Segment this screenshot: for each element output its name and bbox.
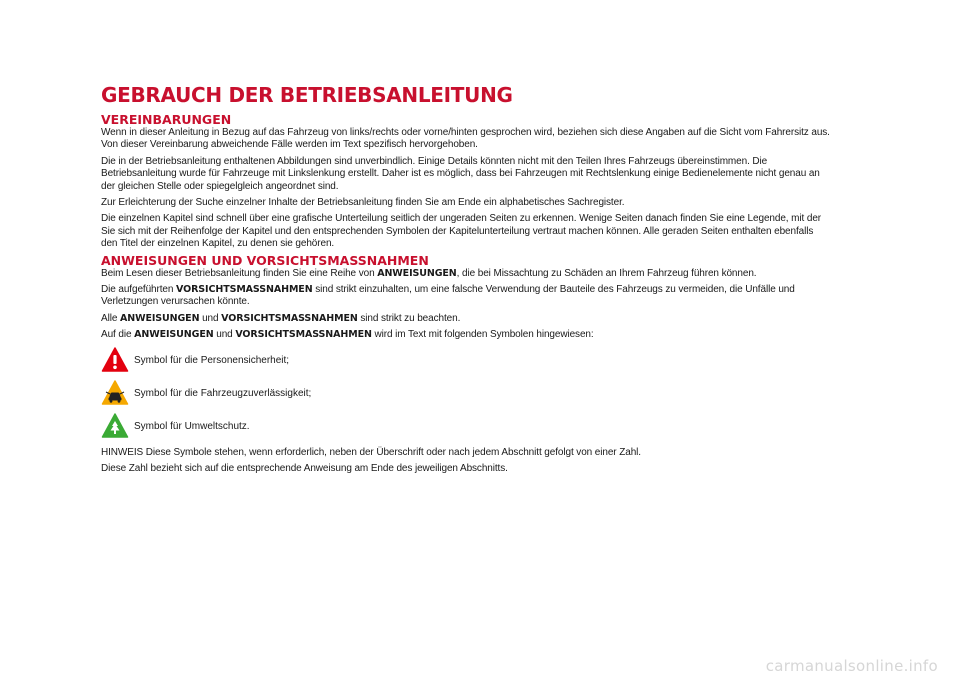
text-fragment: sind strikt einzuhalten, um eine falsche Verwendung der Bauteile des Fahrzeugs zu vermeiden, die Unfälle und Verletzungen verursachen könnte. — [101, 284, 795, 308]
keyword-vorsichtsmassnahmen: VORSICHTSMASSNAHMEN — [176, 284, 313, 296]
text-fragment: Beim Lesen dieser Betriebsanleitung finden Sie eine Reihe von — [101, 267, 378, 279]
symbol-label: Symbol für Umweltschutz. — [134, 420, 250, 432]
manual-page — [101, 84, 831, 480]
symbol-label: Symbol für die Personensicherheit; — [134, 354, 290, 366]
paragraph — [101, 284, 831, 309]
paragraph: Die einzelnen Kapitel sind schnell über eine grafische Unterteilung seitlich der ungeraden Seiten zu erkennen. Wenige Seiten danach finden Sie eine Legende, mit der Sie sich mit der Reihenfolge der Kapitel und den entsprechenden Symbolen der Kapitelunterteilung vertraut machen können. Alle geraden Seiten enthalten ebenfalls den Titel der einzelnen Kapitel, zu denen sie gehören. — [101, 213, 822, 250]
symbol-label: Symbol für die Fahrzeugzuverlässigkeit; — [134, 387, 312, 399]
paragraph — [101, 268, 831, 280]
text-fragment: und — [213, 329, 236, 341]
keyword-anweisungen: ANWEISUNGEN — [119, 312, 200, 324]
paragraph: Zur Erleichterung der Suche einzelner Inhalte der Betriebsanleitung finden Sie am Ende ein alphabetisches Sachregister. — [101, 197, 625, 209]
keyword-anweisungen: ANWEISUNGEN — [134, 329, 214, 341]
symbol-row-personal-safety — [101, 344, 831, 377]
paragraph — [101, 329, 831, 341]
paragraph: Die in der Betriebsanleitung enthaltenen Abbildungen sind unverbindlich. Einige Details könnten nicht mit den Teilen Ihres Fahrzeugs übereinstimmen. Die Betriebsanleitung wurde für Fahrzeuge mit Linkslenkung erstellt. Daher ist es möglich, dass bei Fahrzeugen mit Rechtslenkung einige Bedienelemente nicht genau an der gleichen Stelle oder spiegelgleich angeordnet sind. — [101, 155, 820, 192]
text-fragment: sind strikt zu beachten. — [357, 312, 461, 324]
keyword-vorsichtsmassnahmen: VORSICHTSMASSNAHMEN — [235, 329, 372, 341]
note-paragraph: Diese Zahl bezieht sich auf die entsprechende Anweisung am Ende des jeweiligen Abschnitts. — [101, 463, 508, 475]
text-fragment: Die aufgeführten — [101, 284, 177, 296]
paragraph: Wenn in dieser Anleitung in Bezug auf das Fahrzeug von links/rechts oder vorne/hinten gesprochen wird, beziehen sich diese Angaben auf die Sicht vom Fahrersitz aus. Von dieser Vereinbarung abweichende Fälle werden im Text spezifisch hervorgehoben. — [101, 127, 830, 151]
symbol-row-vehicle-reliability — [101, 377, 831, 410]
symbol-row-environment — [101, 410, 831, 443]
text-fragment: Alle — [101, 312, 120, 324]
keyword-vorsichtsmassnahmen: VORSICHTSMASSNAHMEN — [221, 312, 358, 324]
note-paragraph: HINWEIS Diese Symbole stehen, wenn erforderlich, neben der Überschrift oder nach jedem Abschnitt gefolgt von einer Zahl. — [101, 446, 641, 458]
section-heading-anweisungen: ANWEISUNGEN UND VORSICHTSMASSNAHMEN — [101, 252, 429, 268]
keyword-anweisungen: ANWEISUNGEN — [377, 267, 457, 279]
paragraph — [101, 313, 831, 325]
text-fragment: und — [199, 312, 222, 324]
page-title: GEBRAUCH DER BETRIEBSANLEITUNG — [101, 83, 513, 107]
environment-protection-icon — [101, 412, 129, 440]
text-fragment: wird im Text mit folgenden Symbolen hingewiesen: — [371, 329, 594, 341]
vehicle-reliability-icon — [101, 379, 129, 407]
text-fragment: , die bei Missachtung zu Schäden an Ihrem Fahrzeug führen können. — [456, 267, 757, 279]
personal-safety-warning-icon — [101, 346, 129, 374]
text-fragment: Auf die — [101, 329, 135, 341]
watermark-text: carmanualsonline.info — [765, 657, 938, 675]
section-heading-vereinbarungen: VEREINBARUNGEN — [101, 112, 232, 127]
